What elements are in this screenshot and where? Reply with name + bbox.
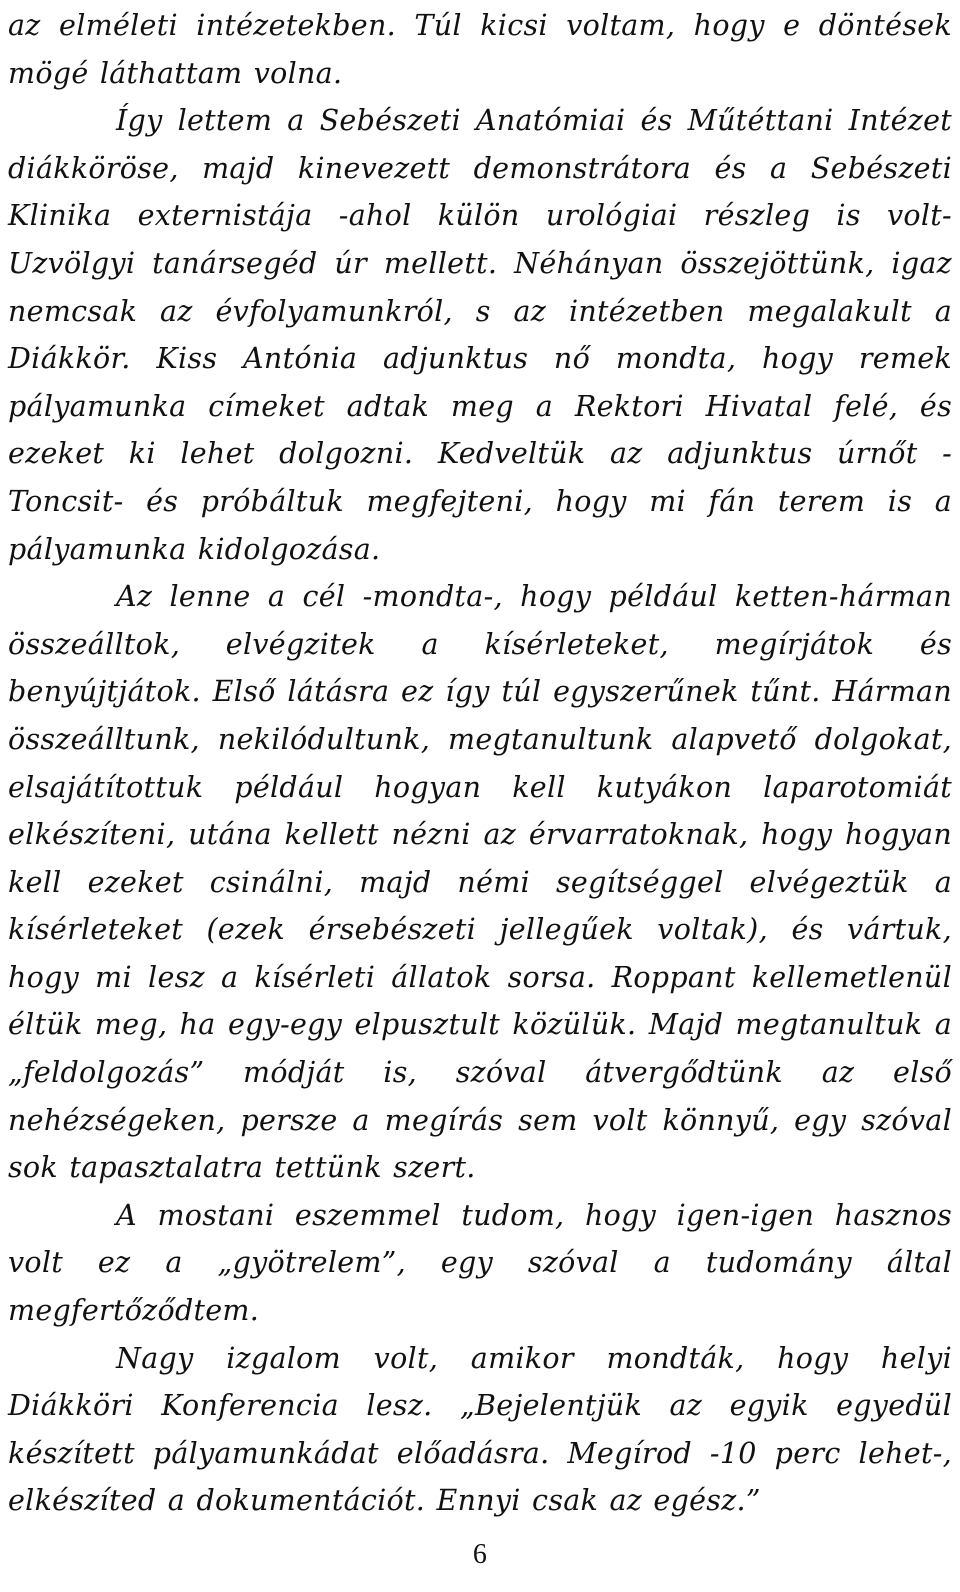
- paragraph-gyotrelem: A mostani eszemmel tudom, hogy igen-igen hasznos volt ez a „gyötrelem”, egy szóval a tudomány által megfertőződtem.: [8, 1198, 952, 1328]
- paragraph-diakkor: Így lettem a Sebészeti Anatómiai és Műtéttani Intézet diákköröse, majd kinevezett demonstrátora és a Sebészeti Klinika externistája -ahol külön urológiai részleg is volt- Uzvölgyi tanársegéd úr mellett. Néhányan összejöttünk, igaz nemcsak az évfolyamunkról, s az intézetben megalakult a Diákkör. Kiss Antónia adjunktus nő mondta, hogy remek pályamunka címeket adtak meg a Rektori Hivatal felé, és ezeket ki lehet dolgozni. Kedveltük az adjunktus úrnőt -Toncsit- és próbáltuk megfejteni, hogy mi fán terem is a pályamunka kidolgozása.: [8, 104, 952, 566]
- paragraph-konferencia: Nagy izgalom volt, amikor mondták, hogy helyi Diákköri Konferencia lesz. „Bejelentjük az egyik egyedül készített pályamunkádat előadásra. Megírod -10 perc lehet-, elkészíted a dokumentációt. Ennyi csak az egész.”: [8, 1341, 952, 1518]
- page-number: 6: [472, 1539, 488, 1570]
- paragraph-continuation: az elméleti intézetekben. Túl kicsi voltam, hogy e döntések mögé láthattam volna.: [8, 9, 952, 90]
- body-text: [8, 0, 952, 1525]
- book-page: [8, 0, 952, 1592]
- paragraph-kiserletek: Az lenne a cél -mondta-, hogy például ketten-hárman összeálltok, elvégzitek a kísérleteket, megírjátok és benyújtjátok. Első látásra ez így túl egyszerűnek tűnt. Hárman összeálltunk, nekilódultunk, megtanultunk alapvető dolgokat, elsajátítottuk például hogyan kell kutyákon laparotomiát elkészíteni, utána kellett nézni az érvarratoknak, hogy hogyan kell ezeket csinálni, majd némi segítséggel elvégeztük a kísérleteket (ezek érsebészeti jellegűek voltak), és vártuk, hogy mi lesz a kísérleti állatok sorsa. Roppant kellemetlenül éltük meg, ha egy-egy elpusztult közülük. Majd megtanultuk a „feldolgozás” módját is, szóval átvergődtünk az első nehézségeken, persze a megírás sem volt könnyű, egy szóval sok tapasztalatra tettünk szert.: [8, 580, 952, 1185]
